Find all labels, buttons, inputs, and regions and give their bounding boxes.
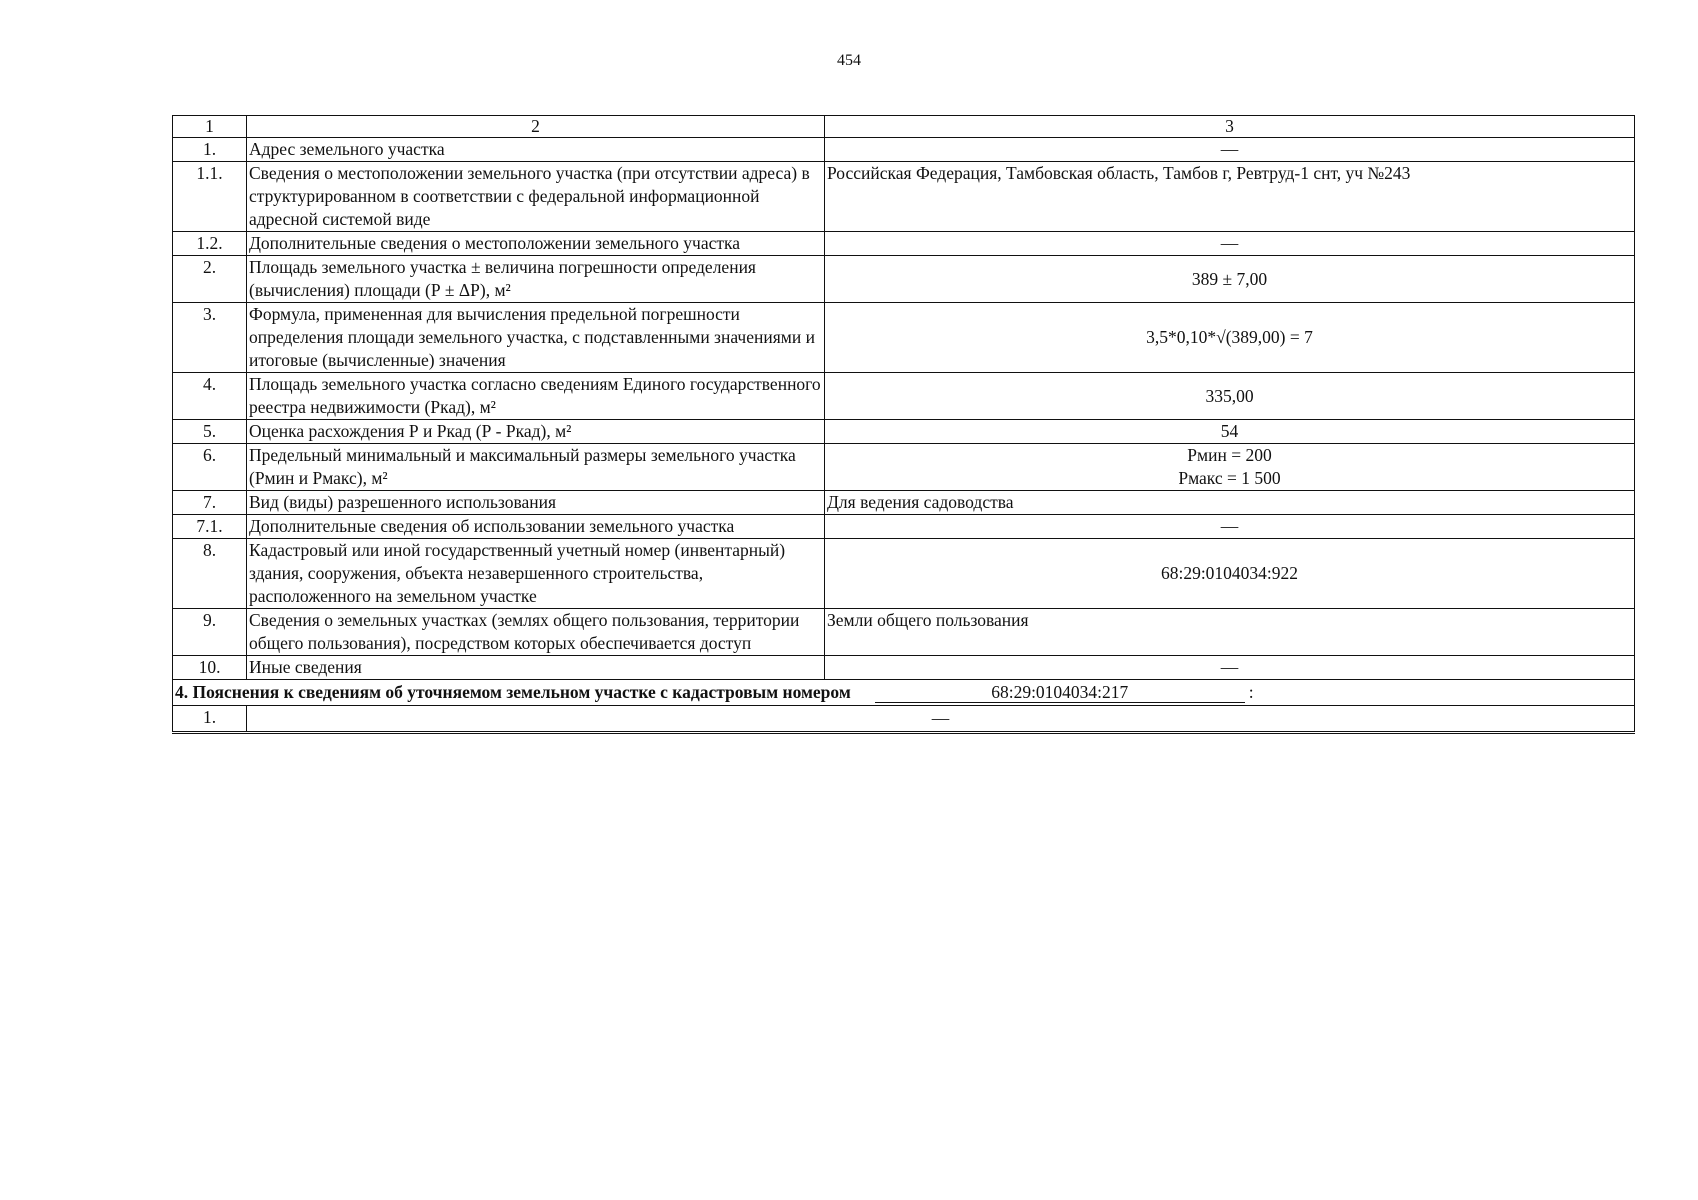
column-header-3: 3 xyxy=(825,116,1635,138)
row-value: 54 xyxy=(825,420,1635,444)
row-label: Иные сведения xyxy=(247,656,825,680)
row-number: 3. xyxy=(173,303,247,373)
table-row xyxy=(173,420,1635,444)
section-4-cadastral-number: 68:29:0104034:217 xyxy=(875,682,1245,703)
row-value: 335,00 xyxy=(825,373,1635,420)
row-label: Площадь земельного участка ± величина погрешности определения (вычисления) площади (Р ± ΔР), м² xyxy=(247,256,825,303)
row-value: — xyxy=(825,515,1635,539)
table-row xyxy=(173,373,1635,420)
table-row xyxy=(173,303,1635,373)
section-4-colon: : xyxy=(1248,682,1254,702)
row-number: 8. xyxy=(173,539,247,609)
min-size-value: Рмин = 200 xyxy=(1187,445,1272,465)
row-value: — xyxy=(825,232,1635,256)
row-value xyxy=(825,444,1635,491)
table-row xyxy=(173,138,1635,162)
row-value: 68:29:0104034:922 xyxy=(825,539,1635,609)
row-value: 389 ± 7,00 xyxy=(825,256,1635,303)
column-header-2: 2 xyxy=(247,116,825,138)
table-row xyxy=(173,232,1635,256)
row-number: 1. xyxy=(173,138,247,162)
row-number: 1.2. xyxy=(173,232,247,256)
section-4-header-row xyxy=(173,680,1635,706)
row-label: Вид (виды) разрешенного использования xyxy=(247,491,825,515)
row-number: 1. xyxy=(173,706,247,733)
row-label: Формула, примененная для вычисления предельной погрешности определения площади земельного участка, с подставленными значениями и итоговые (вычисленные) значения xyxy=(247,303,825,373)
row-label: Дополнительные сведения об использовании земельного участка xyxy=(247,515,825,539)
table-row xyxy=(173,162,1635,232)
row-value: — xyxy=(825,656,1635,680)
table-header-row xyxy=(173,116,1635,138)
row-label: Кадастровый или иной государственный учетный номер (инвентарный) здания, сооружения, объекта незавершенного строительства, расположенного на земельном участке xyxy=(247,539,825,609)
max-size-value: Рмакс = 1 500 xyxy=(1178,468,1281,488)
row-number: 5. xyxy=(173,420,247,444)
row-value: — xyxy=(825,138,1635,162)
row-label: Дополнительные сведения о местоположении земельного участка xyxy=(247,232,825,256)
row-label: Предельный минимальный и максимальный размеры земельного участка (Рмин и Рмакс), м² xyxy=(247,444,825,491)
row-value: — xyxy=(247,706,1635,733)
page-number: 454 xyxy=(837,52,861,69)
row-number: 2. xyxy=(173,256,247,303)
row-value: 3,5*0,10*√(389,00) = 7 xyxy=(825,303,1635,373)
row-label: Сведения о земельных участках (землях общего пользования, территории общего пользования), посредством которых обеспечивается доступ xyxy=(247,609,825,656)
column-header-1: 1 xyxy=(173,116,247,138)
row-label: Сведения о местоположении земельного участка (при отсутствии адреса) в структурированном в соответствии с федеральной информационной адресной системой виде xyxy=(247,162,825,232)
row-value: Российская Федерация, Тамбовская область, Тамбов г, Ревтруд-1 снт, уч №243 xyxy=(825,162,1635,232)
table-row xyxy=(173,515,1635,539)
row-number: 7. xyxy=(173,491,247,515)
table-row xyxy=(173,706,1635,733)
table-row xyxy=(173,609,1635,656)
row-value: Земли общего пользования xyxy=(825,609,1635,656)
row-value: Для ведения садоводства xyxy=(825,491,1635,515)
row-number: 1.1. xyxy=(173,162,247,232)
land-plot-info-table xyxy=(172,115,1635,734)
row-number: 6. xyxy=(173,444,247,491)
row-number: 9. xyxy=(173,609,247,656)
row-label: Оценка расхождения Р и Ркад (Р - Ркад), м² xyxy=(247,420,825,444)
table-row xyxy=(173,491,1635,515)
row-label: Площадь земельного участка согласно сведениям Единого государственного реестра недвижимости (Ркад), м² xyxy=(247,373,825,420)
table-row xyxy=(173,256,1635,303)
table-row xyxy=(173,444,1635,491)
row-label: Адрес земельного участка xyxy=(247,138,825,162)
section-4-header xyxy=(173,680,1635,706)
row-number: 4. xyxy=(173,373,247,420)
row-number: 7.1. xyxy=(173,515,247,539)
table-row xyxy=(173,539,1635,609)
table-row xyxy=(173,656,1635,680)
section-4-title: 4. Пояснения к сведениям об уточняемом земельном участке с кадастровым номером xyxy=(175,682,851,702)
row-number: 10. xyxy=(173,656,247,680)
